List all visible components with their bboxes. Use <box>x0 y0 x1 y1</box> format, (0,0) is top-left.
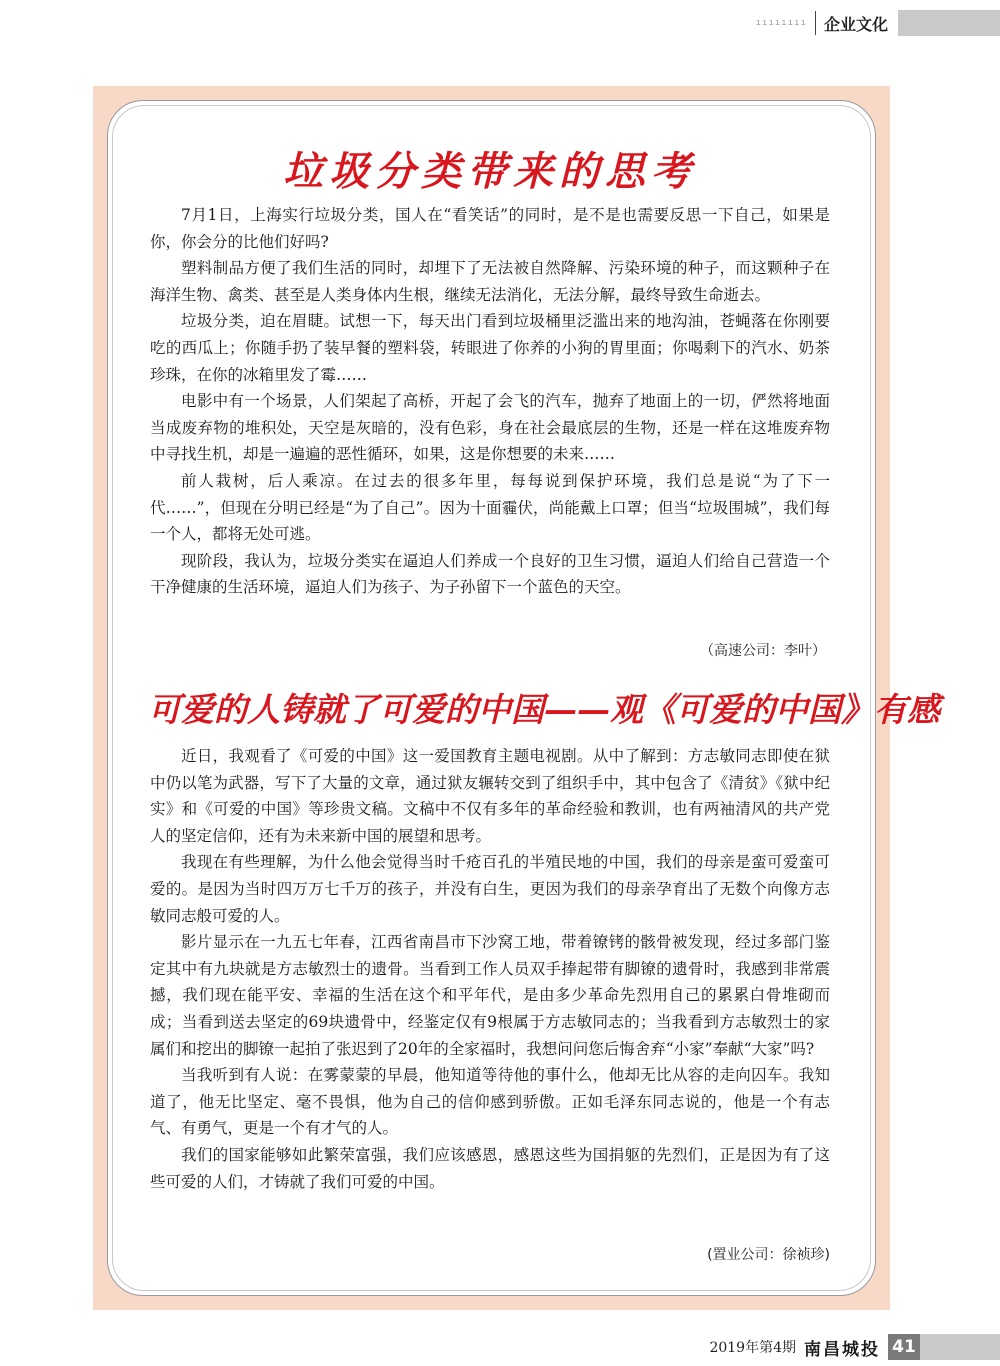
article2-paragraph: 当我听到有人说：在雾蒙蒙的早晨，他知道等待他的事什么，他却无比从容的走向囚车。我知道了，他无比坚定、毫不畏惧，他为自己的信仰感到骄傲。正如毛泽东同志说的，他是一个有志气、有勇气，更是一个有才气的人。 <box>150 1066 830 1138</box>
article1-paragraph: 前人栽树，后人乘凉。在过去的很多年里，每每说到保护环境，我们总是说“为了下一代……”，但现在分明已经是“为了自己”。因为十面霾伏，尚能戴上口罩；但当“垃圾围城”，我们每一个人，都将无处可逃。 <box>150 471 830 544</box>
article2-title: 可爱的人铸就了可爱的中国——观《可爱的中国》有感 <box>148 690 940 729</box>
article1-body <box>150 202 830 601</box>
article1-paragraph: 电影中有一个场景，人们架起了高桥，开起了会飞的汽车，抛弃了地面上的一切，俨然将地面当成废弃物的堆积处，天空是灰暗的，没有色彩，身在社会最底层的生物，还是一样在这堆废弃物中寻找生机，却是一遍遍的恶性循环，如果，这是你想要的未来…… <box>150 392 830 464</box>
issue-label: 2019年第4期 <box>709 1340 796 1356</box>
page-number: 41 <box>888 1334 920 1360</box>
header-divider <box>815 11 816 35</box>
article2-paragraph: 我现在有些理解，为什么他会觉得当时千疮百孔的半殖民地的中国，我们的母亲是蛮可爱蛮可爱的。是因为当时四万万七千万的孩子，并没有白生，更因为我们的母亲孕育出了无数个向像方志敏同志般可爱的人。 <box>150 853 830 925</box>
article2-byline: (置业公司：徐祯珍) <box>707 1247 830 1263</box>
article2-paragraph: 影片显示在一九五七年春，江西省南昌市下沙窝工地，带着镣铐的骸骨被发现，经过多部门鉴定其中有九块就是方志敏烈士的遗骨。当看到工作人员双手捧起带有脚镣的遗骨时，我感到非常震撼，我们现在能平安、幸福的生活在这个和平年代，是由多少革命先烈用自己的累累白骨堆砌而成；当看到送去坚定的69块遗骨中，经鉴定仅有9根属于方志敏同志的；当我看到方志敏烈士的家属们和挖出的脚镣一起拍了张迟到了20年的全家福时，我想问问您后悔舍弃“小家”奉献“大家”吗? <box>150 933 830 1058</box>
article1-byline: （高速公司：李叶） <box>700 643 826 659</box>
section-title: 企业文化 <box>823 14 888 34</box>
article1-paragraph: 垃圾分类，迫在眉睫。试想一下，每天出门看到垃圾桶里泛滥出来的地沟油，苍蝇落在你刚要吃的西瓜上；你随手扔了装早餐的塑料袋，转眼进了你养的小狗的胃里面；你喝剩下的汽水、奶茶珍珠，在你的冰箱里发了霉…… <box>150 312 830 384</box>
article1-paragraph: 现阶段，我认为，垃圾分类实在逼迫人们养成一个良好的卫生习惯，逼迫人们给自己营造一个干净健康的生活环境，逼迫人们为孩子、为子孙留下一个蓝色的天空。 <box>150 551 830 597</box>
article2-paragraph: 近日，我观看了《可爱的中国》这一爱国教育主题电视剧。从中了解到：方志敏同志即使在狱中仍以笔为武器，写下了大量的文章，通过狱友辗转交到了组织手中，其中包含了《清贫》《狱中纪实》和《可爱的中国》等珍贵文稿。文稿中不仅有多年的革命经验和教训，也有两袖清风的共产党人的坚定信仰，还有为未来新中国的展望和思考。 <box>150 747 830 845</box>
page-footer <box>709 1334 1000 1360</box>
footer-tab-block <box>920 1334 1000 1360</box>
header-tab-block <box>898 10 1000 36</box>
page-header <box>756 8 1000 38</box>
article1-title: 垃圾分类带来的思考 <box>283 148 697 195</box>
magazine-name: 南昌城投 <box>804 1339 880 1360</box>
header-dots: ıııııııı <box>755 18 807 28</box>
article2-body <box>150 743 830 1195</box>
article2-paragraph: 我们的国家能够如此繁荣富强，我们应该感恩，感恩这些为国捐躯的先烈们，正是因为有了这些可爱的人们，才铸就了我们可爱的中国。 <box>150 1145 830 1191</box>
article1-paragraph: 塑料制品方便了我们生活的同时，却埋下了无法被自然降解、污染环境的种子，而这颗种子在海洋生物、禽类、甚至是人类身体内生根，继续无法消化，无法分解，最终导致生命逝去。 <box>150 259 830 304</box>
article1-paragraph: 7月1日，上海实行垃圾分类，国人在“看笑话”的同时，是不是也需要反思一下自己，如果是你，你会分的比他们好吗? <box>150 206 830 251</box>
